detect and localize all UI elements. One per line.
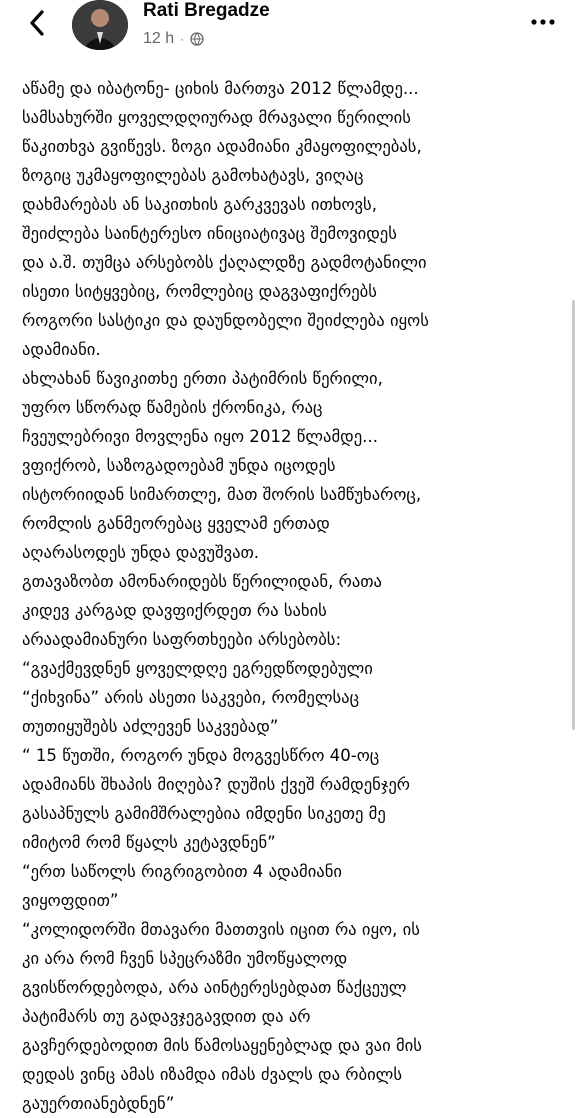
meta-separator: · <box>180 32 185 46</box>
post-text-line: აწამე და იბატონე- ციხის მართვა 2012 წლამდე... <box>22 79 419 98</box>
post-text-line: თუთიყუშებს აძლევენ საკვებად” <box>22 717 279 736</box>
post-text-line: ადამიანს შხაპის მიღება? დუშის ქვეშ რამდენჯერ <box>22 775 411 794</box>
post-text-line: უფრო სწორად წამების ქრონიკა, რაც <box>22 398 323 417</box>
post-text-line: დახმარებას ან საკითხის გარკვევას ითხოვს, <box>22 195 377 214</box>
post-text-line: ვფიქრობ, საზოგადოებამ უნდა იცოდეს <box>22 456 336 475</box>
post-text-line: გვისწორდებოდა, არა აინტერესებდათ წაქცეულ <box>22 978 407 997</box>
post-text-line: “ერთ საწოლს რიგრიგობით 4 ადამიანი <box>22 862 342 881</box>
post-text-line: ადამიანი. <box>22 340 101 359</box>
post-text-line: გასაპნულს გამიმშრალებია იმდენი სიკეთე მე <box>22 804 386 823</box>
post-text-line: ახლახან წავიკითხე ერთი პატიმრის წერილი, <box>22 369 383 388</box>
post-text-line: შეიძლება საინტერესო ინიციატივაც შემოვიდეს <box>22 224 397 243</box>
chevron-left-icon <box>29 10 45 36</box>
post-text-line: პატიმარს თუ გადავჯეგავდით და არ <box>22 1007 311 1026</box>
scrollbar[interactable] <box>572 300 575 730</box>
post-text-line: ისეთი სიტყვებიც, რომლებიც დაგვაფიქრებს <box>22 282 377 301</box>
post-text-line: არაადამიანური საფრთხეები არსებობს: <box>22 630 342 649</box>
post-text-line: იმიტომ რომ წყალს კეტავდნენ” <box>22 833 276 852</box>
author-avatar[interactable] <box>72 0 128 50</box>
post-text-line: ზოგიც უკმაყოფილებას გამოხატავს, ვიღაც <box>22 166 364 185</box>
post-text-line: აღარასოდეს უნდა დავუშვათ. <box>22 543 260 562</box>
post-text-line: გთავაზობთ ამონარიდებს წერილიდან, რათა <box>22 572 382 591</box>
post-header <box>0 0 579 74</box>
post-text-line: კი არა რომ ჩვენ სპეცრაზმი უმოწყალოდ <box>22 949 348 968</box>
globe-icon <box>190 32 204 46</box>
post-text-line: “გვაქმევდნენ ყოველდღე ეგრედწოდებული <box>22 659 373 678</box>
post-text-line: და ა.შ. თუმცა არსებობს ქაღალდზე გადმოტანილი <box>22 253 427 272</box>
back-button[interactable] <box>22 8 52 38</box>
post-text-line: რომლის განმეორებაც ყველამ ერთად <box>22 514 330 533</box>
post-text-line: გაუერთიანებდნენ” <box>22 1094 175 1113</box>
post-body <box>22 74 562 1118</box>
post-text-line: კიდევ კარგად დავფიქრდეთ რა სახის <box>22 601 327 620</box>
post-text-line: “ქიხვინა” არის ასეთი საკვები, რომელსაც <box>22 688 360 707</box>
post-text-line: “ 15 წუთში, როგორ უნდა მოგვესწრო 40-ოც <box>22 746 380 765</box>
post-time[interactable]: 12 h <box>143 30 175 47</box>
post-text-line: წაკითხვა გვიწევს. ზოგი ადამიანი კმაყოფილებას, <box>22 137 422 156</box>
more-dots-icon <box>531 19 555 25</box>
post-text-line: სამსახურში ყოველდღიურად მრავალი წერილის <box>22 108 411 127</box>
post-text-line: ჩვეულებრივი მოვლენა იყო 2012 წლამდე... <box>22 427 378 446</box>
post-text-line: დედას ვინც ამას იზამდა იმას ძვალს და რბილს <box>22 1065 403 1084</box>
post-text-line: ისტორიიდან სიმართლე, მათ შორის სამწუხაროც, <box>22 485 422 504</box>
post-text-line: როგორი სასტიკი და დაუნდობელი შეიძლება იყოს <box>22 311 429 330</box>
post-text-line: ვიყოფდით” <box>22 891 119 910</box>
author-name[interactable]: Rati Bregadze <box>143 0 270 21</box>
more-options-button[interactable] <box>529 10 557 34</box>
post-text-line: “კოლიდორში მთავარი მათთვის იცით რა იყო, ის <box>22 920 420 939</box>
post-meta <box>143 30 204 48</box>
post-text-line: გავჩერდებოდით მის წამოსაყენებლად და ვაი მის <box>22 1036 422 1055</box>
